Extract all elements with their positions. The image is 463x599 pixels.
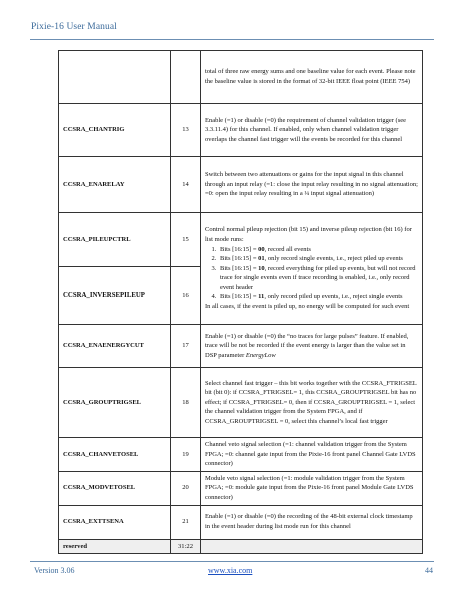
description-intro: Control normal pileup rejection (bit 15) and inverse pileup rejection (bit 16) for list mode runs: xyxy=(205,226,412,243)
register-description xyxy=(201,505,423,539)
description-text: Select channel fast trigger – this bit works together with the CCSRA_FTRIGSEL bit (bit 0): if CCSRA_FTRIGSEL= 1, this CCSRA_GROUPTRIGSEL bit has no effect; if CCSRA_FTRIGSEL= 0, then if CCSRA_GROUPTRIGSEL = 1, select the channel validation trigger from the System FPGA, and if CCSRA_GROUPTRIGSEL = 0, select this channel’s local fast trigger xyxy=(205,379,417,425)
page-number: 44 xyxy=(425,566,433,575)
list-item: 3. Bits [16:15] = 10, record everything for piled up events, but will not record trace for single events even if trace recording is enabled, i.e., only record event header xyxy=(218,264,418,293)
register-description xyxy=(201,213,423,325)
register-bit: 31:22 xyxy=(171,539,201,554)
pileup-mode-list xyxy=(205,245,418,303)
register-bit: 15 xyxy=(171,213,201,267)
register-description xyxy=(201,325,423,368)
table-row xyxy=(59,325,423,368)
description-text: Enable (=1) or disable (=0) the recording of the 48-bit external clock timestamp in the event header during list mode run for this channel xyxy=(205,513,413,531)
table-row xyxy=(59,104,423,157)
table-row xyxy=(59,213,423,267)
register-name: CCSRA_EXTTSENA xyxy=(59,505,171,539)
register-name: CCSRA_MODVETOSEL xyxy=(59,471,171,505)
description-text: Enable (=1) or disable (=0) the requirement of channel validation trigger (see 3.3.11.4) for this channel. If enabled, only when channel validation trigger overlaps the channel fast trigger will the events be recorded for this channel xyxy=(205,116,406,143)
table-row xyxy=(59,51,423,104)
register-bit: 14 xyxy=(171,157,201,213)
register-bit xyxy=(171,51,201,104)
table-row xyxy=(59,505,423,539)
register-description xyxy=(201,51,423,104)
description-text: total of three raw energy sums and one baseline value for each event. Please note the baseline value is stored in the format of 32-bit IEEE float point (IEEE 754) xyxy=(205,68,416,85)
list-item: 2. Bits [16:15] = 01, only record single events, i.e., reject piled up events xyxy=(218,254,418,264)
register-bit: 17 xyxy=(171,325,201,368)
register-name xyxy=(59,51,171,104)
register-description xyxy=(201,104,423,157)
register-bit: 21 xyxy=(171,505,201,539)
register-name: reserved xyxy=(59,539,171,554)
register-name: CCSRA_PILEUPCTRL xyxy=(59,213,171,267)
description-text: Channel veto signal selection (=1: channel validation trigger from the System FPGA; =0: channel gate input from the Pixie-16 front panel Channel Gate LVDS connector) xyxy=(205,441,416,468)
description-text: Module veto signal selection (=1: module validation trigger from the System FPGA; =0: module gate input from the Pixie-16 front panel Module Gate LVDS connector) xyxy=(205,474,414,501)
list-item: 1. Bits [16:15] = 00, record all events xyxy=(218,245,418,255)
description-outro: In all cases, if the event is piled up, no energy will be computed for such event xyxy=(205,303,410,311)
list-item: 4. Bits [16:15] = 11, only record piled up events, i.e., reject single events xyxy=(218,292,418,302)
parameter-name: EnergyLow xyxy=(245,351,276,359)
register-description xyxy=(201,471,423,505)
table-row xyxy=(59,471,423,505)
register-bit: 19 xyxy=(171,438,201,472)
register-name: CCSRA_ENAENERGYCUT xyxy=(59,325,171,368)
header-divider xyxy=(30,39,434,40)
register-name: CCSRA_CHANTRIG xyxy=(59,104,171,157)
table-row xyxy=(59,438,423,472)
register-bit: 18 xyxy=(171,368,201,438)
register-bit: 20 xyxy=(171,471,201,505)
page-header-title: Pixie-16 User Manual xyxy=(31,22,117,32)
register-name: CCSRA_CHANVETOSEL xyxy=(59,438,171,472)
register-description xyxy=(201,438,423,472)
footer-version: Version 3.06 xyxy=(34,566,75,575)
table-row xyxy=(59,157,423,213)
register-name: CCSRA_ENARELAY xyxy=(59,157,171,213)
register-description xyxy=(201,368,423,438)
register-bit: 16 xyxy=(171,267,201,325)
register-description xyxy=(201,157,423,213)
description-text: Enable (=1) or disable (=0) the “no traces for large pulses” feature. If enabled, trace will be not be recorded if the event energy is larger than the value set in DSP parameter xyxy=(205,332,409,359)
table-row xyxy=(59,368,423,438)
description-text: Switch between two attenuations or gains for the input signal in this channel through an input relay (=1: close the input relay resulting in no signal attenuation; =0: open the input relay resulting in a ¼ input signal attenuation) xyxy=(205,171,418,198)
register-name: CCSRA_INVERSEPILEUP xyxy=(59,267,171,325)
table-row xyxy=(59,539,423,554)
register-table xyxy=(58,50,423,554)
register-bit: 13 xyxy=(171,104,201,157)
footer-divider xyxy=(30,561,434,562)
register-name: CCSRA_GROUPTRIGSEL xyxy=(59,368,171,438)
register-description xyxy=(201,539,423,554)
footer-link[interactable]: www.xia.com xyxy=(208,566,253,575)
